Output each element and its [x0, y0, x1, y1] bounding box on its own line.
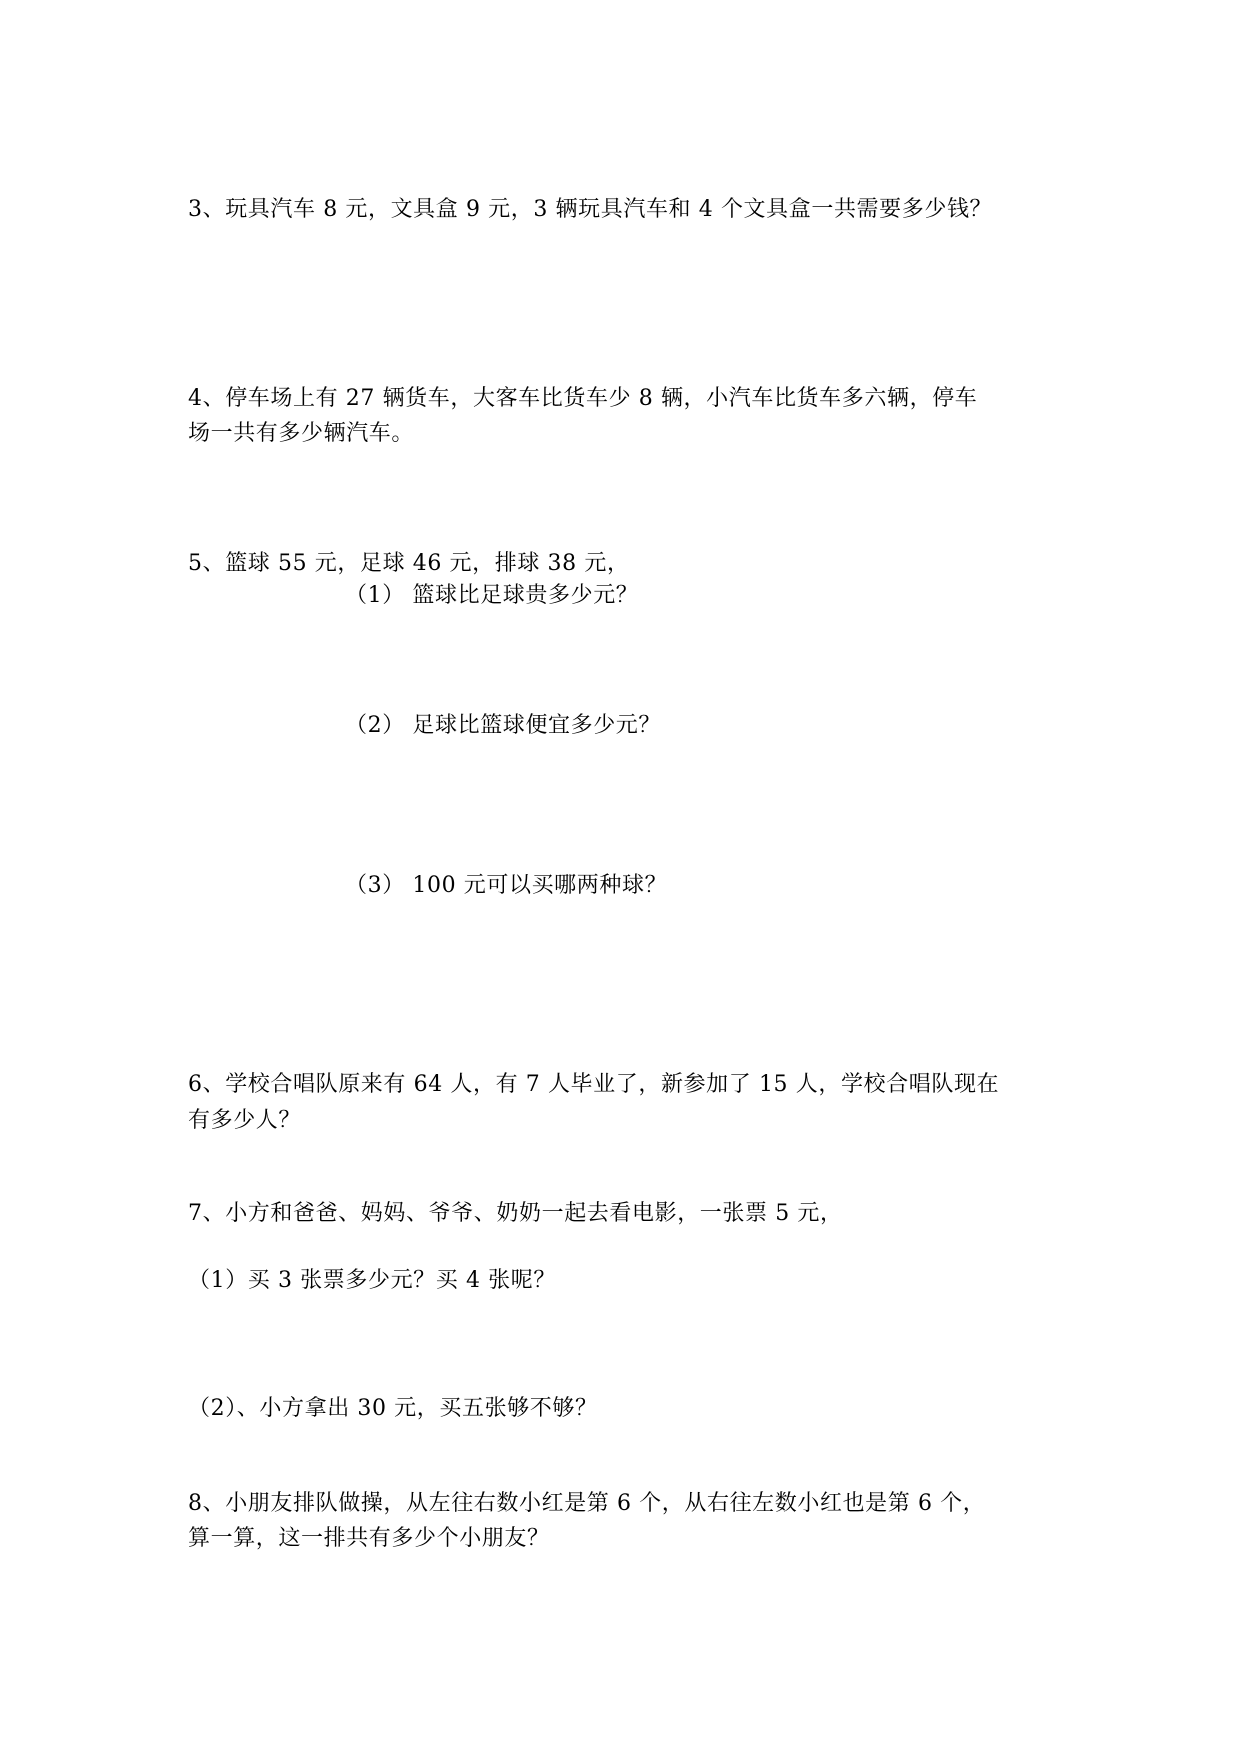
question-5-sub-3: （3） 100 元可以买哪两种球？	[345, 873, 668, 898]
question-5-sub-1: （1） 篮球比足球贵多少元？	[345, 583, 639, 608]
question-6-text-line1: 6、学校合唱队原来有 64 人，有 7 人毕业了，新参加了 15 人，学校合唱队现在	[188, 1072, 1000, 1097]
question-4-text-line1: 4、停车场上有 27 辆货车，大客车比货车少 8 辆，小汽车比货车多六辆，停车	[188, 386, 978, 411]
question-5-stem: 5、篮球 55 元，足球 46 元，排球 38 元，	[188, 551, 630, 576]
question-7-stem: 7、小方和爸爸、妈妈、爷爷、奶奶一起去看电影，一张票 5 元，	[188, 1201, 843, 1226]
question-7-sub-1: （1）买 3 张票多少元？买 4 张呢？	[188, 1268, 556, 1293]
question-6-text-line2: 有多少人？	[188, 1108, 302, 1133]
question-4-text-line2: 场一共有多少辆汽车。	[188, 421, 415, 446]
question-3-text: 3、玩具汽车 8 元，文具盒 9 元，3 辆玩具汽车和 4 个文具盒一共需要多少钱？	[188, 197, 993, 222]
question-8-text-line1: 8、小朋友排队做操，从左往右数小红是第 6 个，从右往左数小红也是第 6 个，	[188, 1491, 986, 1516]
question-7-sub-2: （2）、小方拿出 30 元，买五张够不够？	[188, 1396, 598, 1421]
question-8-text-line2: 算一算，这一排共有多少个小朋友？	[188, 1526, 550, 1551]
question-5-sub-2: （2） 足球比篮球便宜多少元？	[345, 713, 661, 738]
